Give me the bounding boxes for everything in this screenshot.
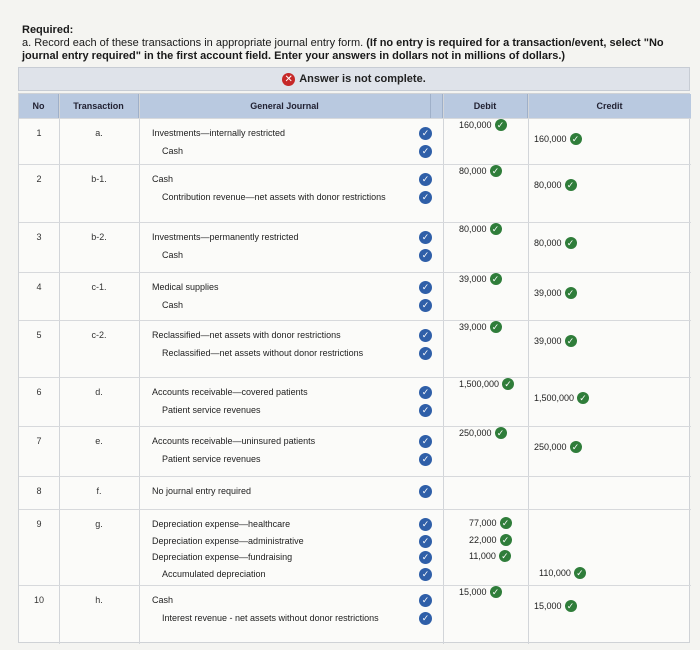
row-transaction: c-1. xyxy=(91,282,107,292)
credit-amount xyxy=(534,600,577,612)
header-no: No xyxy=(19,94,59,118)
debit-amount-value: 250,000 xyxy=(459,428,492,438)
check-circle-icon: ✓ xyxy=(565,287,577,299)
debit-amount-value: 77,000 xyxy=(469,518,497,528)
instructions-line1: a. Record each of these transactions in appropriate journal entry form. (If no entry is required for a transaction/event, select "No xyxy=(22,37,664,49)
credit-account-field[interactable]: Patient service revenues xyxy=(162,454,261,464)
check-circle-icon: ✓ xyxy=(419,535,432,548)
row-number: 2 xyxy=(36,174,42,184)
debit-amount xyxy=(459,586,502,598)
header-transaction: Transaction xyxy=(59,94,139,118)
table-row xyxy=(19,222,691,272)
table-row xyxy=(19,118,691,164)
check-circle-icon: ✓ xyxy=(490,165,502,177)
debit-amount-value: 160,000 xyxy=(459,120,492,130)
credit-amount-value: 15,000 xyxy=(534,601,562,611)
credit-amount xyxy=(534,133,582,145)
credit-amount-value: 160,000 xyxy=(534,134,567,144)
debit-amount-value: 80,000 xyxy=(459,166,487,176)
check-circle-icon: ✓ xyxy=(499,550,511,562)
debit-account-field[interactable]: Reclassified—net assets with donor restrictions xyxy=(152,330,341,340)
check-circle-icon: ✓ xyxy=(500,534,512,546)
credit-amount-value: 80,000 xyxy=(534,238,562,248)
table-row xyxy=(19,320,691,377)
credit-account-field[interactable]: Cash xyxy=(162,300,184,310)
check-circle-icon: ✓ xyxy=(490,586,502,598)
check-circle-icon: ✓ xyxy=(565,237,577,249)
row-number: 7 xyxy=(36,436,42,446)
header-spacer xyxy=(431,94,443,118)
credit-account-field[interactable]: Cash xyxy=(162,250,184,260)
check-circle-icon: ✓ xyxy=(419,347,432,360)
debit-amount-value: 1,500,000 xyxy=(459,379,500,389)
credit-amount xyxy=(534,179,577,191)
check-circle-icon: ✓ xyxy=(419,249,432,262)
row-transaction: g. xyxy=(95,519,103,529)
row-transaction: d. xyxy=(95,387,103,397)
debit-amount xyxy=(459,273,502,285)
credit-account-field[interactable]: Patient service revenues xyxy=(162,405,261,415)
check-circle-icon: ✓ xyxy=(490,321,502,333)
debit-amount-value: 11,000 xyxy=(469,551,496,561)
check-circle-icon: ✓ xyxy=(495,427,507,439)
debit-amount xyxy=(459,119,507,131)
row-transaction: a. xyxy=(95,128,103,138)
debit-account-field[interactable]: Accounts receivable—covered patients xyxy=(152,387,308,397)
row-transaction: b-1. xyxy=(91,174,107,184)
table-row xyxy=(19,585,691,644)
header-credit: Credit xyxy=(528,94,691,118)
debit-amount xyxy=(459,378,514,390)
debit-amount xyxy=(469,550,511,562)
check-circle-icon: ✓ xyxy=(565,335,577,347)
check-circle-icon: ✓ xyxy=(565,179,577,191)
row-number: 10 xyxy=(33,595,44,605)
check-circle-icon: ✓ xyxy=(495,119,507,131)
table-row xyxy=(19,272,691,320)
header-debit: Debit xyxy=(443,94,528,118)
header-general-journal: General Journal xyxy=(139,94,431,118)
credit-amount-value: 39,000 xyxy=(534,288,562,298)
check-circle-icon: ✓ xyxy=(570,441,582,453)
row-transaction: f. xyxy=(96,486,102,496)
check-circle-icon: ✓ xyxy=(419,453,432,466)
debit-amount xyxy=(459,165,502,177)
row-transaction: h. xyxy=(95,595,103,605)
instructions xyxy=(22,24,687,63)
check-circle-icon: ✓ xyxy=(419,231,432,244)
debit-amount-value: 22,000 xyxy=(469,534,497,545)
credit-account-field[interactable]: Cash xyxy=(162,146,184,156)
credit-amount xyxy=(534,441,582,453)
row-number: 6 xyxy=(36,387,42,397)
check-circle-icon: ✓ xyxy=(419,485,432,498)
table-row xyxy=(19,509,691,585)
credit-amount-value: 250,000 xyxy=(534,442,567,452)
check-circle-icon: ✓ xyxy=(419,173,432,186)
credit-amount-value: 39,000 xyxy=(534,336,562,346)
row-number: 1 xyxy=(36,128,42,138)
credit-account-field[interactable]: Reclassified—net assets without donor restrictions xyxy=(162,348,364,358)
debit-account-field[interactable]: Cash xyxy=(152,595,174,605)
debit-amount-value: 39,000 xyxy=(459,322,487,332)
debit-account-field[interactable]: Investments—internally restricted xyxy=(152,128,286,138)
debit-amount-value: 15,000 xyxy=(459,587,487,597)
row-number: 4 xyxy=(36,282,42,292)
debit-account-field[interactable]: Cash xyxy=(152,174,174,184)
debit-account-field[interactable]: Investments—permanently restricted xyxy=(152,232,299,242)
credit-amount xyxy=(534,392,589,404)
row-number: 8 xyxy=(36,486,42,496)
check-circle-icon: ✓ xyxy=(570,133,582,145)
check-circle-icon: ✓ xyxy=(419,518,432,531)
check-circle-icon: ✓ xyxy=(419,568,432,581)
check-circle-icon: ✓ xyxy=(419,612,432,625)
debit-account-field[interactable]: Depreciation expense—administrative xyxy=(152,535,304,546)
credit-amount xyxy=(539,567,586,579)
debit-amount xyxy=(459,223,502,235)
debit-account-field[interactable]: Depreciation expense—healthcare xyxy=(152,519,291,529)
debit-account-field[interactable]: No journal entry required xyxy=(152,486,252,496)
check-circle-icon: ✓ xyxy=(419,435,432,448)
debit-amount xyxy=(469,517,512,529)
check-circle-icon: ✓ xyxy=(419,404,432,417)
table-row xyxy=(19,164,691,222)
credit-amount xyxy=(534,237,577,249)
journal-table xyxy=(18,93,690,643)
credit-account-field[interactable]: Accumulated depreciation xyxy=(162,568,266,579)
check-circle-icon: ✓ xyxy=(565,600,577,612)
debit-amount-value: 80,000 xyxy=(459,224,487,234)
debit-amount-value: 39,000 xyxy=(459,274,487,284)
table-row xyxy=(19,476,691,509)
credit-account-field[interactable]: Interest revenue - net assets without donor restrictions xyxy=(162,613,379,623)
row-transaction: c-2. xyxy=(91,330,107,340)
check-circle-icon: ✓ xyxy=(490,273,502,285)
check-circle-icon: ✓ xyxy=(419,551,432,564)
check-circle-icon: ✓ xyxy=(502,378,514,390)
answer-status-banner xyxy=(18,67,690,91)
row-number: 9 xyxy=(36,519,42,529)
table-row xyxy=(19,377,691,426)
instructions-line2: journal entry required" in the first account field. Enter your answers in dollars not in millions of dollars.) xyxy=(22,50,566,62)
debit-amount xyxy=(459,321,502,333)
check-circle-icon: ✓ xyxy=(419,145,432,158)
row-transaction: e. xyxy=(95,436,103,446)
row-number: 3 xyxy=(36,232,42,242)
check-circle-icon: ✓ xyxy=(419,594,432,607)
row-transaction: b-2. xyxy=(91,232,107,242)
credit-account-field[interactable]: Contribution revenue—net assets with donor restrictions xyxy=(162,192,386,202)
x-circle-icon: ✕ xyxy=(282,73,295,86)
debit-amount xyxy=(469,534,512,546)
debit-account-field[interactable]: Depreciation expense—fundraising xyxy=(152,552,293,562)
credit-amount-value: 80,000 xyxy=(534,180,562,190)
check-circle-icon: ✓ xyxy=(577,392,589,404)
check-circle-icon: ✓ xyxy=(500,517,512,529)
check-circle-icon: ✓ xyxy=(419,299,432,312)
credit-amount-value: 110,000 xyxy=(539,567,571,578)
check-circle-icon: ✓ xyxy=(419,329,432,342)
check-circle-icon: ✓ xyxy=(419,127,432,140)
check-circle-icon: ✓ xyxy=(419,191,432,204)
check-circle-icon: ✓ xyxy=(419,386,432,399)
row-number: 5 xyxy=(36,330,42,340)
check-circle-icon: ✓ xyxy=(419,281,432,294)
check-circle-icon: ✓ xyxy=(490,223,502,235)
debit-account-field[interactable]: Accounts receivable—uninsured patients xyxy=(152,436,316,446)
instructions-title: Required: xyxy=(22,24,74,36)
answer-status-text: Answer is not complete. xyxy=(299,73,426,85)
table-row xyxy=(19,426,691,476)
debit-account-field[interactable]: Medical supplies xyxy=(152,282,219,292)
credit-amount xyxy=(534,287,577,299)
check-circle-icon: ✓ xyxy=(574,567,586,579)
debit-amount xyxy=(459,427,507,439)
credit-amount-value: 1,500,000 xyxy=(534,393,575,403)
credit-amount xyxy=(534,335,577,347)
